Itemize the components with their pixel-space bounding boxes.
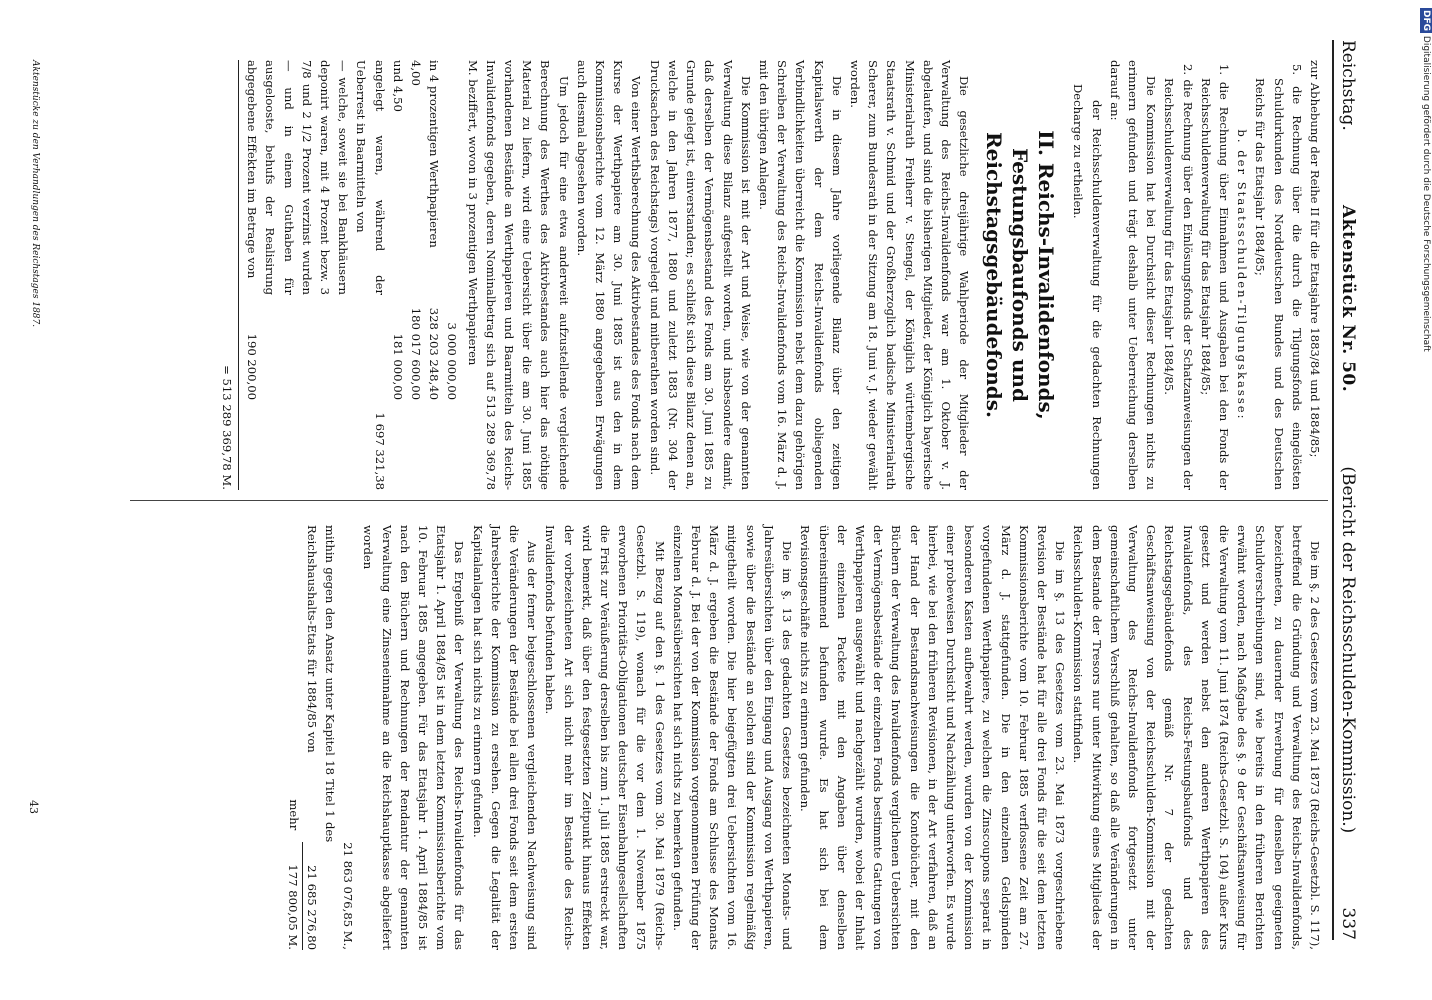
paragraph: Die in diesem Jahre vorliegende Bilanz über den zeitigen Kapitalswerth der dem Reichs-Invalidenfonds obliegenden Verbindlichkeiten überreicht die Kommission nebst dem dazu gehörigen Schreiben der Verwaltung des Reichs-Invalidenfonds vom 16. März d. J. mit den übrigen Anlagen. — [756, 60, 844, 490]
dfg-credit: Digitalisierung gefördert durch die Deutsche Forschungsgemeinschaft — [1421, 35, 1431, 352]
table-row — [303, 525, 339, 950]
dfg-logo: DFG — [1421, 10, 1431, 32]
header-left: Reichstag. — [1338, 40, 1358, 131]
table-row — [389, 60, 407, 490]
paragraph: Die gesetzliche dreijährige Wahlperiode der Mitglieder der Verwaltung des Reichs-Invalidenfonds war am 1. Oktober v. J. abgelaufen, und sind die bisherigen Mitglieder, der Königlich bayerische Ministerialrath Freiherr v. Stengel, der Königlich württembergische Staatsrath v. Schmid und der Großherzoglich badische Ministerialrath Scherer, zum Bundesrath in der Sitzung am 18. Juni v. J. wieder gewählt worden. — [847, 60, 972, 490]
row-label: angelegt waren, während der Ueberrest in Baarmitteln von — [354, 60, 387, 295]
result-table — [284, 525, 357, 950]
row-value: 3 000 000,00 — [445, 322, 460, 400]
header-rule — [1332, 40, 1334, 940]
right-column — [282, 525, 1324, 950]
paragraph: Die im §. 13 des gedachten Gesetzes bezeichneten Monats- und Jahresübersichten über den Eingang und Ausgang von Werthpapieren, sowie über die Bestände an solchen sind der Kommission regelmäßig mitgetheilt worden. Die hier beigefügten drei Uebersichten vom 16. März d. J. ergeben die Bestände der Fonds am Schlusse des Monats Februar d. J. Bei der von der Kommission vorgenommenen Prüfung der einzelnen Monatsübersichten hat sich nichts zu bemerken gefunden. — [670, 525, 795, 950]
row-value: 181 000,00 — [390, 333, 405, 400]
item-5: 5. die Rechnung über die durch die Tilgungsfonds eingelösten Schuldurkunden des Norddeutschen Bundes und des Deutschen Reichs für das Etatsjahr 1884/85; — [1253, 64, 1304, 490]
table-row — [425, 60, 443, 490]
dfg-sidebar — [1418, 8, 1432, 988]
paragraph: Die Kommission ist mit der Art und Weise, wie von der genannten Verwaltung diese Bilanz aufgestellt worden, und insbesondere damit, daß derselben der Vermögensbestand des Fonds am 30. Juni 1885 zu Grunde gelegt ist, einverstanden; es schließt sich diese Bilanz denen an, welche in den Jahren 1877, 1880 und zuletzt 1883 (Nr. 304 der Drucksachen des Reichstags) vorgelegt und mitberathen worden sind. — [647, 60, 753, 490]
row-value: 21 685 276,80 — [305, 865, 320, 950]
row-label: in 4 prozentigen Werthpapieren — [427, 60, 442, 248]
paragraph: Um jedoch für eine etwa anderweit aufzustellende vergleichende Berechnung des Werthes des Aktivbestandes auch hier das nöthige Material zu liefern, wird eine Uebersicht über die am 30. Juni 1885 vorhandenen Bestände an Werthpapieren und Baarmitteln des Reichs-Invalidenfonds gegeben, deren Nominalbetrag sich auf 513 289 369,78 M. beziffert, wovon in 3 prozentigen Werthpapieren — [465, 60, 571, 490]
sub-heading-b: b. der Staatsschulden-Tilgungskasse: — [1235, 129, 1250, 421]
table-row — [243, 60, 352, 490]
row-value: 21 863 076,85 M., — [341, 842, 356, 950]
paragraph: der Reichsschuldenverwaltung für die gedachten Rechnungen Decharge zu ertheilen. — [1071, 84, 1104, 490]
row-label: 4,00 — [409, 60, 424, 86]
row-label — [443, 60, 461, 295]
signature-mark: 43 — [27, 800, 40, 814]
table-row — [352, 60, 388, 490]
footnote: Aktenstücke zu den Verhandlungen des Reichstages 1887. — [30, 60, 40, 328]
paragraph: Von einer Werthsberechnung des Aktivbestandes des Fonds nach dem Kurse der Werthpapiere am 30. Juni 1885 ist aus den in dem Kommissionsberichte vom 12. März 1880 angegebenen Erwägungen auch diesmal abgesehen worden. — [574, 60, 644, 490]
row-value: 1 697 321,38 — [372, 412, 387, 490]
paragraph: Die im §. 13 des Gesetzes vom 23. Mai 1873 vorgeschriebene Revision der Bestände hat für alle drei Fonds für die seit dem letzten Kommissionsberichte vom 10. Februar 1885 verflossene Zeit am 27. März d. J. stattgefunden. Die in den einzelnen Geldspinden vorgefundenen Werthpapiere, zu welchen die Zinscoupons separat in besonderen Kasten aufbewahrt werden, wurden von der Kommission einer probeweisen Durchsicht und Nachzählung unterworfen. Es wurde hierbei, wie bei den früheren Revisionen, in der Art verfahren, daß an der Hand der Bestandsnachweisungen die Kontobücher, mit den Büchern der Verwaltung des Invalidenfonds verglichenen Uebersichten der Vermögensbestände der einzelnen Fonds bestimmte Gattungen von Werthpapieren ausgewählt und nachgezählt wurden, wobei der Inhalt der einzelnen Packete mit den Angaben über denselben übereinstimmend befunden wurde. Es hat sich bei dem Revisionsgeschäfte nichts zu erinnern gefunden. — [798, 525, 1068, 950]
row-value: 190 200,00 — [245, 333, 260, 400]
paragraph: Mit Bezug auf den §. 1 des Gesetzes vom 30. Mai 1879 (Reichs-Gesetzbl. S. 119), wonach für die vor dem 1. November 1875 erworbenen Prioritäts-Obligationen deutscher Eisenbahngesellschaften die Frist zur Veräußerung derselben bis zum 1. Juli 1885 erstreckt war, wird bemerkt, daß über den festgesetzten Zeitpunkt hinaus Effekten der vorbezeichneten Art sich nicht mehr im Bestande des Reichs-Invalidenfonds befunden haben. — [543, 525, 667, 950]
column-divider — [130, 500, 1328, 501]
header-middle: Aktenstück Nr. 50. — [1338, 204, 1358, 393]
header-title: (Bericht der Reichsschulden-Kommission.) — [1338, 466, 1358, 834]
table-row — [443, 60, 461, 490]
left-column — [218, 60, 1324, 490]
item-1: 1. die Rechnung über Einnahmen und Ausgaben bei den Fonds der Reichsschuldenverwaltung für das Etatsjahr 1884/85; — [1198, 64, 1231, 490]
row-value: 328 203 248,40 — [427, 307, 442, 400]
figures-table — [243, 60, 461, 490]
intro-text: zur Abhebung der Reihe II für die Etatsjahre 1883/84 und 1884/85; — [1308, 60, 1322, 458]
row-value: 177 800,05 M. — [284, 842, 303, 950]
page-number: 337 — [1338, 907, 1358, 940]
paragraph: Die Kommission hat bei Durchsicht dieser Rechnungen nichts zu erinnern gefunden und trägt deshalb unter Ueberreichung derselben darauf an: — [1107, 60, 1159, 490]
table-row — [284, 525, 303, 950]
row-label: — welche, soweit sie bei Bankhäusern deponirt waren, mit 4 Prozent bezw. 3 7/8 und 2 1/2 Prozent verzinst wurden — und in einem Guthaben für ausgelooste, behufs der Realisirung abgegebene Effekten im Betrage von — [245, 60, 351, 295]
total-line: = 513 289 369,78 M. — [218, 60, 239, 490]
row-value: 180 017 600,00 — [409, 307, 424, 400]
paragraph: Das Ergebniß der Verwaltung des Reichs-Invalidenfonds für das Etatsjahr 1. April 1884/85 ist in dem letzten Kommissionsberichte vom 10. Februar 1885 angegeben. Für das Etatsjahr 1. April 1884/85 ist nach den Büchern und Rechnungen der Rendantur der genannten Verwaltung eine Zinseneinnahme an die Reichshauptkasse abgeliefert worden — [361, 525, 467, 950]
item-2: 2. die Rechnung über den Einlösungsfonds der Schatzanweisungen der Reichsschuldenverwaltung für das Etatsjahr 1884/85. — [1162, 64, 1195, 490]
row-label: mithin gegen den Ansatz unter Kapitel 18 Titel 1 des Reichshaushalts-Etats für 1884/85 von — [304, 525, 338, 843]
table-row — [407, 60, 425, 490]
paragraph: Aus der ferner beigeschlossenen vergleichenden Nachweisung sind die Veränderungen der Bestände bei allen drei Fonds seit dem ersten Jahresberichte der Kommission zu ersehen. Gegen die Legalität der Kapitalanlagen hat sich nichts zu erinnern gefunden. — [470, 525, 540, 950]
section-heading: II. Reichs-Invalidenfonds, Festungsbaufonds und Reichstagsgebäudefonds. — [982, 130, 1059, 420]
page-header — [1338, 40, 1372, 940]
row-label: und 4,50 — [390, 60, 405, 112]
row-label: mehr — [286, 799, 301, 831]
paragraph: Die im §. 2 des Gesetzes vom 23. Mai 1873 (Reichs-Gesetzbl. S. 117), betreffend die Gründung und Verwaltung des Reichs-Invalidenfonds, bezeichneten, zu dauernder Erwerbung für denselben geeigneten Schuldverschreibungen sind, wie bereits in den früheren Berichten erwähnt worden, nach Maßgabe des §. 9 der Geschäftsanweisung für die Verwaltung vom 11. Juni 1874 (Reichs-Gesetzbl. S. 104) außer Kurs gesetzt und werden nebst den anderen Werthpapieren des Invalidenfonds, des Reichs-Festungsbaufonds und des Reichstagsgebäudefonds gemäß Nr. 7 der gedachten Geschäftsanweisung von der Reichsschulden-Kommission mit der Verwaltung des Reichs-Invalidenfonds fortgesetzt unter gemeinschaftlichem Verschluß gehalten, so daß alle Veränderungen in dem Bestande der Tresors nur unter Mitwirkung eines Mitgliedes der Reichsschulden-Kommission stattfinden. — [1071, 525, 1322, 950]
table-row — [339, 525, 357, 950]
